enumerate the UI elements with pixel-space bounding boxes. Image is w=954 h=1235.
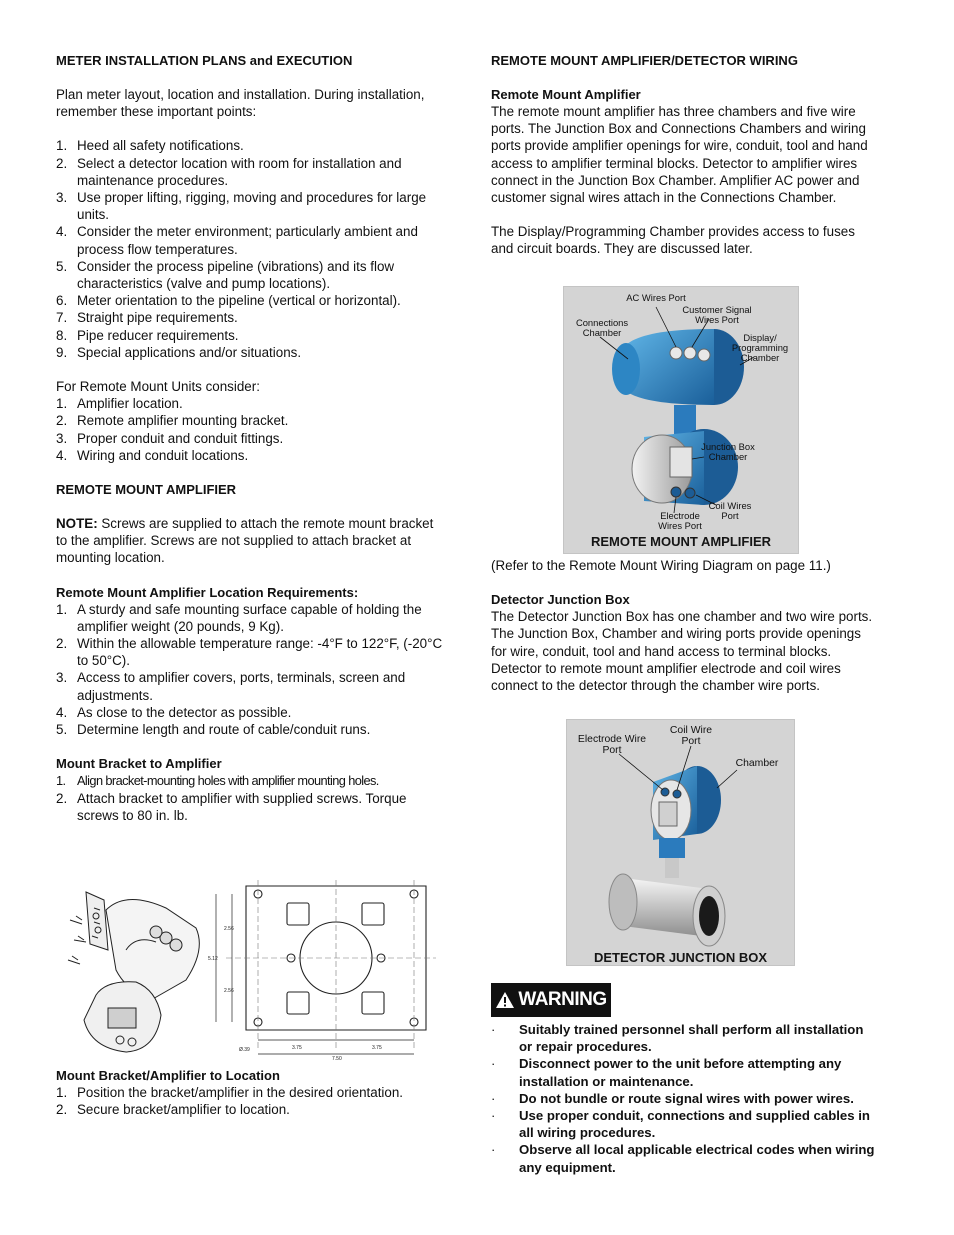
list-item-text: Wiring and conduit locations. [77, 447, 249, 463]
list-item-text: Heed all safety notifications. [77, 138, 244, 154]
list-item-number: 1. [56, 773, 66, 789]
list-item-text: Proper conduit and conduit fittings. [77, 430, 284, 446]
list-item-text: Amplifier location. [77, 396, 183, 412]
warning-label: WARNING [518, 989, 607, 1011]
note-text: Screws are supplied to attach the remote mount bracket to the amplifier. Screws are not supplied to attach bracket at mounting location. [56, 516, 434, 566]
warning-triangle-icon [495, 991, 515, 1009]
warning-items [491, 1021, 876, 1176]
list-item [56, 223, 446, 257]
list-item-number: 3. [56, 430, 68, 446]
detector-junction-box-figure [566, 719, 795, 966]
list-item-number: 5. [56, 258, 68, 274]
list-item-number: 6. [56, 293, 68, 309]
figure-caption-detector-junction: DETECTOR JUNCTION BOX [593, 950, 768, 965]
list-item [56, 635, 446, 669]
list-item-text: Use proper lifting, rigging, moving and procedures for large units. [77, 190, 427, 223]
list-item-number: 1. [56, 396, 68, 412]
bracket-drawing [56, 880, 446, 1065]
mount-bracket-list [56, 772, 446, 824]
bracket-amplifier-illustration [56, 880, 446, 1065]
dim-label-4: 3.75 [292, 1045, 302, 1051]
list-item-number: 1. [56, 138, 68, 154]
remote-amplifier-subheading: Remote Mount Amplifier [491, 87, 641, 102]
warning-item [491, 1107, 876, 1141]
list-item-text: As close to the detector as possible. [77, 704, 292, 720]
list-item [56, 704, 446, 721]
list-item-number: 2. [56, 636, 68, 652]
mount-bracket-heading: Mount Bracket to Amplifier [56, 756, 222, 772]
list-item-text: Position the bracket/amplifier in the desired orientation. [77, 1085, 404, 1100]
list-item-number: 9. [56, 344, 68, 360]
note-paragraph [56, 515, 446, 567]
list-item-text: Within the allowable temperature range: -4°F to 122°F, (-20°C to 50°C). [77, 636, 443, 669]
list-item-number: 1. [56, 601, 68, 617]
list-item [56, 155, 446, 189]
list-item-text: A sturdy and safe mounting surface capable of holding the amplifier weight (20 pounds, 9 Kg). [77, 601, 422, 634]
label-coil-wires-port: Coil Wires Port [708, 500, 752, 521]
dim-label-5: 3.75 [372, 1045, 382, 1051]
remote-intro-text: For Remote Mount Units consider: [56, 379, 260, 395]
mount-location-list [56, 1084, 446, 1118]
left-column [56, 52, 446, 824]
list-item [56, 258, 446, 292]
label-display-chamber: Display/ Programming Chamber [731, 332, 789, 363]
list-item [56, 344, 446, 361]
bullet-dot: · [491, 1022, 496, 1037]
label-chamber: Chamber [735, 758, 779, 769]
list-item-number: 7. [56, 310, 68, 326]
right-column-middle [491, 557, 876, 694]
list-item-text: Meter orientation to the pipeline (vertical or horizontal). [77, 293, 401, 309]
list-item-number: 8. [56, 327, 68, 343]
list-item-text: Consider the process pipeline (vibrations) and its flow characteristics (valve and pump locations). [77, 258, 395, 292]
detector-photo [567, 720, 794, 965]
mount-location-heading: Mount Bracket/Amplifier to Location [56, 1068, 280, 1083]
label-connections-chamber: Connections Chamber [575, 317, 629, 338]
list-item-number: 5. [56, 722, 68, 738]
detector-junction-paragraph: The Detector Junction Box has one chamber and two wire ports. The Junction Box, Chamber and wiring ports provide openings for wire, conduit, tool and hand access to terminal blocks. Detector to remote mount amplifier electrode and coil wires connect to the detector through the chamber wire ports. [491, 609, 873, 694]
list-item-text: Select a detector location with room for installation and maintenance procedures. [77, 155, 402, 188]
detector-junction-subheading: Detector Junction Box [491, 592, 630, 608]
list-item [56, 395, 446, 412]
list-item [56, 412, 446, 429]
list-item [56, 189, 446, 223]
remote-mount-amplifier-figure [563, 286, 799, 554]
list-item [56, 447, 446, 464]
list-item-text: Attach bracket to amplifier with supplied screws. Torque screws to 80 in. lb. [77, 790, 407, 823]
label-electrode-wires-port: Electrode Wires Port [658, 510, 702, 531]
bullet-dot: · [491, 1090, 496, 1106]
list-item-number: 2. [56, 155, 68, 171]
list-item [56, 721, 446, 738]
list-item-text: Secure bracket/amplifier to location. [77, 1102, 290, 1118]
warning-item [491, 1021, 876, 1055]
list-item-text: Align bracket-mounting holes with amplifier mounting holes. [77, 773, 379, 789]
list-item-number: 3. [56, 190, 68, 206]
warning-list [491, 1021, 876, 1176]
figure-caption-remote-amplifier: REMOTE MOUNT AMPLIFIER [590, 534, 772, 549]
warning-text: Disconnect power to the unit before attempting any installation or maintenance. [519, 1056, 842, 1089]
warning-item [491, 1055, 876, 1089]
section-heading-installation: METER INSTALLATION PLANS and EXECUTION [56, 53, 353, 68]
section-heading-remote-mount: REMOTE MOUNT AMPLIFIER [56, 482, 237, 498]
list-item-number: 1. [56, 1085, 68, 1100]
label-customer-signal-port: Customer Signal Wires Port [682, 304, 752, 325]
note-label: NOTE: [56, 516, 98, 532]
wiring-diagram-reference: (Refer to the Remote Mount Wiring Diagram on page 11.) [491, 558, 831, 573]
remote-amplifier-paragraph: The remote mount amplifier has three chambers and five wire ports. The Junction Box and Connections Chambers and wiring ports provide amplifier openings for wire, conduit, tool and hand access to amplifier terminal blocks. Detector to amplifier wires connect in the Junction Box Chamber. Amplifier AC power and customer signal wires attach in the Connections Chamber. [491, 104, 868, 206]
dim-label-6: 7.50 [332, 1056, 342, 1062]
warning-text: Suitably trained personnel shall perform all installation or repair procedures. [519, 1022, 864, 1055]
list-item [56, 309, 446, 326]
list-item-number: 4. [56, 704, 68, 720]
dim-label-1: 2.56 [224, 926, 234, 932]
section-heading-wiring: REMOTE MOUNT AMPLIFIER/DETECTOR WIRING [491, 53, 798, 68]
list-item-text: Determine length and route of cable/conduit runs. [77, 722, 371, 738]
list-item-text: Pipe reducer requirements. [77, 327, 239, 343]
label-coil-wire-port: Coil Wire Port [669, 725, 713, 747]
list-item [56, 1084, 446, 1101]
list-item [56, 327, 446, 344]
location-requirements-heading: Remote Mount Amplifier Location Requirements: [56, 584, 359, 600]
display-chamber-paragraph: The Display/Programming Chamber provides access to fuses and circuit boards. They are discussed later. [491, 224, 855, 257]
list-item-text: Special applications and/or situations. [77, 344, 302, 360]
location-requirements-list [56, 601, 446, 739]
warning-text: Do not bundle or route signal wires with power wires. [519, 1090, 854, 1106]
list-item-number: 4. [56, 447, 68, 463]
bullet-dot: · [491, 1142, 496, 1158]
list-item [56, 137, 446, 154]
bullet-dot: · [491, 1108, 496, 1124]
label-ac-wires-port: AC Wires Port [626, 292, 686, 303]
dim-label-2: 5.12 [208, 956, 218, 962]
installation-points-list [56, 137, 446, 361]
warning-item [491, 1090, 876, 1107]
right-column [491, 52, 876, 258]
list-item [56, 292, 446, 309]
list-item [56, 430, 446, 447]
warning-text: Observe all local applicable electrical codes when wiring any equipment. [519, 1142, 875, 1175]
bullet-dot: · [491, 1056, 496, 1072]
list-item-number: 4. [56, 224, 68, 240]
list-item [56, 669, 446, 703]
list-item [56, 790, 446, 824]
mount-location-section [56, 1067, 446, 1118]
list-item-text: Remote amplifier mounting bracket. [77, 413, 289, 429]
list-item [56, 1101, 446, 1118]
list-item-number: 2. [56, 790, 68, 806]
remote-points-list [56, 395, 446, 464]
list-item [56, 601, 446, 635]
warning-item [491, 1141, 876, 1175]
list-item-number: 2. [56, 1102, 68, 1118]
dim-label-3: 2.56 [224, 988, 234, 994]
list-item-number: 3. [56, 670, 68, 686]
list-item-text: Access to amplifier covers, ports, terminals, screen and adjustments. [77, 670, 406, 703]
list-item-text: Straight pipe requirements. [77, 310, 238, 326]
label-electrode-wire-port: Electrode Wire Port [577, 734, 647, 756]
list-item [56, 772, 446, 789]
warning-text: Use proper conduit, connections and supplied cables in all wiring procedures. [519, 1108, 870, 1141]
warning-banner [491, 983, 611, 1017]
dim-label-7: Ø.39 [239, 1047, 250, 1053]
list-item-number: 2. [56, 413, 68, 429]
label-junction-box-chamber: Junction Box Chamber [701, 441, 755, 462]
list-item-text: Consider the meter environment; particularly ambient and process flow temperatures. [77, 224, 418, 257]
intro-text: Plan meter layout, location and installation. During installation, remember these important points: [56, 87, 425, 120]
